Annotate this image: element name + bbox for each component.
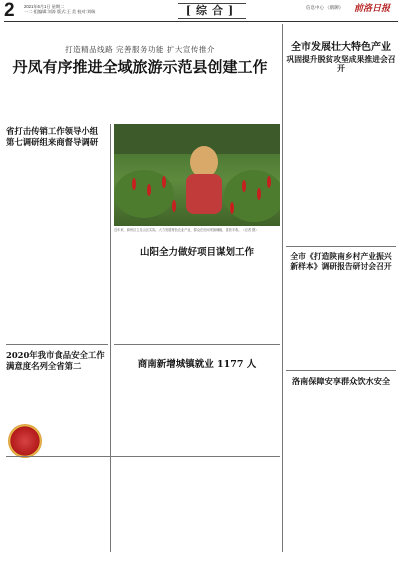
left-story2-headline [6,350,108,371]
right-divider-1 [286,246,396,247]
bottom-body-col2 [98,460,186,552]
header-right-text: 信息中心 《鹤聊》 [306,5,344,10]
date-line: 2021年6月1日 星期二 [24,4,65,9]
feature-photo-illustration [114,124,280,226]
lead-body-col3 [125,80,181,120]
photo-caption: 近年来，商州区立足山区实际，大力发展特色农业产业，群众在田间采摘辣椒，喜获丰收。（记者 摄） [114,228,259,232]
right-story3-headline: 洛南保障安享群众饮水安全 [291,376,391,386]
column-divider-right [282,24,283,552]
bottom-body-col3 [190,460,280,552]
lead-body-col5 [243,80,279,120]
page-number: 2 [4,0,15,21]
section-title: [综合] [178,3,246,19]
right-story2-headline [286,252,396,271]
left-story2-headline-line2: 满意度名列全省第二 [6,360,82,371]
right-divider-2 [286,370,396,371]
left-story-headline [6,126,108,147]
issue-date [24,4,95,14]
right-story1-headline-line2: 巩固提升脱贫攻坚成果推进会召开 [286,54,396,74]
newspaper-logo: 前洛日报 [354,4,391,14]
right-story1-headline-line1: 全市发展壮大特色产业 [291,42,391,53]
mid-story1-headline: 山阳全力做好项目谋划工作 [139,247,254,258]
right-story2-body [286,277,396,367]
mid-story2-headline: 商南新增城镇就业 1177 人 [137,359,257,370]
emblem-image [8,424,42,458]
bottom-divider [6,456,280,457]
feature-photo [114,124,280,226]
lead-body-col4 [184,80,240,120]
left-story-body [6,152,108,342]
lead-body-col2 [66,80,122,120]
mid-divider [114,344,280,345]
right-story2-headline-line1: 全市《打造陕南乡村产业振兴 [290,252,392,261]
lead-headline: 丹凤有序推进全域旅游示范县创建工作 [12,58,268,76]
mid-story2-body [114,372,280,452]
left-story2-headline-line1: 2020年我市食品安全工作 [6,350,105,360]
right-story3-body [286,392,396,547]
left-divider [6,344,108,345]
left-story-headline-line2: 第七调研组来商督导调研 [6,136,99,147]
left-story-headline-line1: 省打击传销工作领导小组 [6,126,99,136]
lead-body-col1 [6,80,63,120]
right-story2-headline-line2: 新样本》调研报告研讨会召开 [290,261,392,271]
date-line-2: 一二·组编辑:刘涛 版式:王 美 校对:刘瑞 [24,9,96,14]
bottom-body-col1 [6,460,94,552]
mid-story1-body [114,258,280,342]
right-story1-headline [286,42,396,74]
header-rule [4,21,398,22]
lead-kicker: 打造精品线路 完善服务功能 扩大宣传推介 [65,45,215,54]
right-story1-body [286,74,396,244]
